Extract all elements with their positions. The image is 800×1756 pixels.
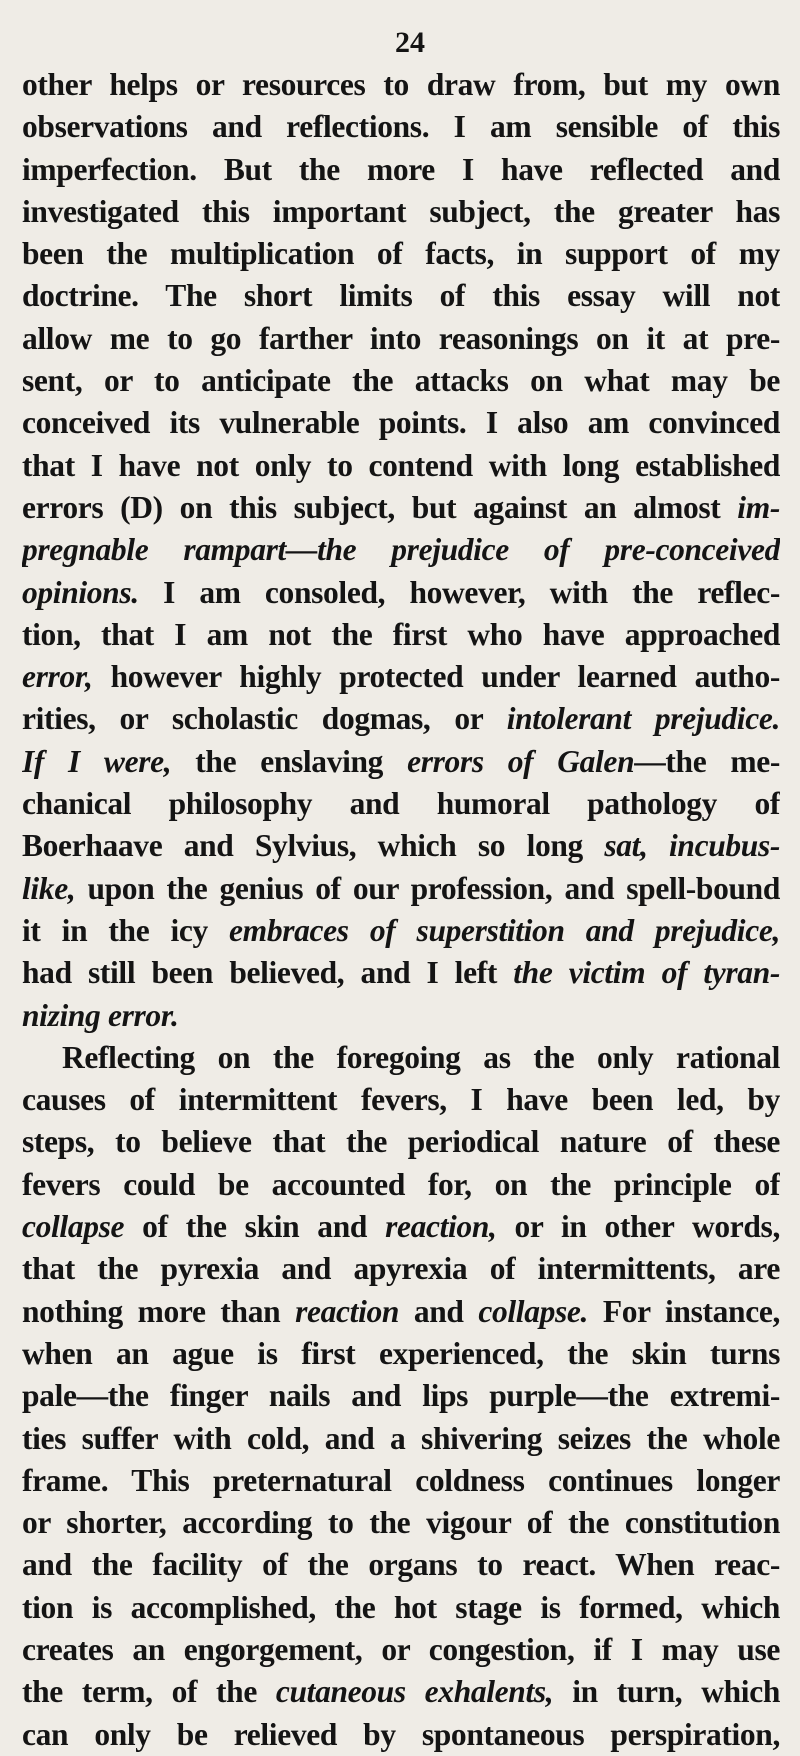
text-segment: tion is accomplished, the hot stage is formed, which — [22, 1589, 780, 1625]
text-segment: Boerhaave and Sylvius, which so long — [22, 828, 605, 864]
text-line — [22, 741, 780, 783]
text-line — [22, 1671, 780, 1713]
text-segment: and — [399, 1293, 479, 1329]
text-line — [22, 572, 780, 614]
text-line — [22, 656, 780, 698]
text-segment: and the facility of the organs to react. When reac- — [22, 1547, 780, 1583]
text-segment: doctrine. The short limits of this essay will not — [22, 278, 780, 314]
text-segment: chanical philosophy and humoral pathology of — [22, 786, 780, 822]
text-segment: creates an engorgement, or congestion, if I may use — [22, 1631, 780, 1667]
italic-text: cutaneous exhalents, — [275, 1674, 554, 1710]
text-line — [22, 529, 780, 571]
text-segment: pale—the finger nails and lips purple—the extremi- — [22, 1378, 780, 1414]
text-segment: when an ague is first experienced, the skin turns — [22, 1335, 780, 1371]
text-segment: Reflecting on the foregoing as the only rational — [62, 1039, 780, 1075]
text-line — [22, 783, 780, 825]
text-line — [22, 1587, 780, 1629]
text-line — [22, 1544, 780, 1586]
italic-text: sat, incubus- — [604, 828, 780, 864]
text-line — [22, 952, 780, 994]
text-line — [22, 1037, 780, 1079]
text-line — [22, 360, 780, 402]
text-line — [22, 825, 780, 867]
italic-text: pregnable rampart—the prejudice of pre-conceived — [22, 532, 780, 568]
text-segment: upon the genius of our profession, and spell-bound — [75, 870, 780, 906]
text-segment: had still been believed, and I left — [22, 955, 514, 991]
text-segment: frame. This preternatural coldness continues longer — [22, 1462, 780, 1498]
italic-text: nizing error. — [22, 997, 179, 1033]
text-line — [22, 1121, 780, 1163]
text-segment: —the me- — [634, 743, 780, 779]
text-line — [22, 233, 780, 275]
text-line — [22, 402, 780, 444]
italic-text: the victim of tyran- — [513, 955, 780, 991]
text-line — [22, 64, 780, 106]
italic-text: opinions. — [22, 574, 139, 610]
text-line — [22, 1502, 780, 1544]
text-line — [22, 487, 780, 529]
text-line — [22, 1164, 780, 1206]
italic-text: errors of Galen — [407, 743, 635, 779]
text-line — [22, 318, 780, 360]
italic-text: error, — [22, 659, 93, 695]
text-segment: the term, of the — [22, 1674, 276, 1710]
text-segment: other helps or resources to draw from, but my own — [22, 67, 780, 102]
text-segment: in turn, which — [553, 1674, 780, 1710]
text-line — [22, 1291, 780, 1333]
text-line — [22, 868, 780, 910]
text-segment: allow me to go farther into reasonings on it at pre- — [22, 320, 780, 356]
text-segment: rities, or scholastic dogmas, or — [22, 701, 507, 737]
text-segment: imperfection. But the more I have reflected and — [22, 151, 780, 187]
text-segment: ties suffer with cold, and a shivering seizes the whole — [22, 1420, 780, 1456]
text-segment: errors (D) on this subject, but against an almost — [22, 489, 738, 525]
text-segment: steps, to believe that the periodical nature of these — [22, 1124, 780, 1160]
italic-text: collapse. — [478, 1293, 589, 1329]
text-segment: been the multiplication of facts, in support of my — [22, 236, 780, 272]
italic-text: collapse — [22, 1209, 125, 1245]
text-segment: conceived its vulnerable points. I also am convinced — [22, 405, 780, 441]
text-segment: fevers could be accounted for, on the principle of — [22, 1166, 780, 1202]
text-line — [22, 149, 780, 191]
text-segment: or shorter, according to the vigour of the constitution — [22, 1505, 780, 1541]
page-number: 24 — [395, 26, 425, 59]
text-line — [22, 1375, 780, 1417]
italic-text: like, — [22, 870, 76, 906]
text-line — [22, 106, 780, 148]
text-segment: or in other words, — [496, 1209, 780, 1245]
text-line — [22, 191, 780, 233]
text-segment: the enslaving — [171, 743, 408, 779]
text-segment: causes of intermittent fevers, I have been led, by — [22, 1082, 780, 1118]
text-segment: I am consoled, however, with the reflec- — [138, 574, 780, 610]
text-segment: however highly protected under learned autho- — [92, 659, 780, 695]
text-line — [22, 1206, 780, 1248]
text-segment: of the skin and — [124, 1209, 386, 1245]
text-line — [22, 1418, 780, 1460]
text-line — [22, 698, 780, 740]
text-segment: observations and reflections. I am sensible of this — [22, 109, 780, 145]
text-segment: sent, or to anticipate the attacks on what may be — [22, 363, 780, 399]
italic-text: im- — [737, 489, 780, 525]
text-line — [22, 1714, 780, 1756]
text-line — [22, 1333, 780, 1375]
text-segment: nothing more than — [22, 1293, 296, 1329]
italic-text: If I were, — [22, 743, 172, 779]
text-segment: it in the icy — [22, 912, 230, 948]
text-line — [22, 614, 780, 656]
text-line — [22, 910, 780, 952]
italic-text: embraces of superstition and prejudice, — [229, 912, 780, 948]
text-line — [22, 1079, 780, 1121]
italic-text: reaction — [295, 1293, 400, 1329]
text-segment: that the pyrexia and apyrexia of intermittents, are — [22, 1251, 780, 1287]
text-body — [22, 64, 780, 1756]
text-line — [22, 275, 780, 317]
text-segment: that I have not only to contend with long established — [22, 447, 780, 483]
text-segment: tion, that I am not the first who have approached — [22, 616, 780, 652]
text-segment: can only be relieved by spontaneous perspiration, — [22, 1716, 780, 1752]
text-line — [22, 1460, 780, 1502]
italic-text: intolerant prejudice. — [506, 701, 780, 737]
italic-text: reaction, — [385, 1209, 497, 1245]
text-line — [22, 1248, 780, 1290]
text-line — [22, 445, 780, 487]
text-line — [22, 995, 780, 1037]
text-segment: For instance, — [588, 1293, 780, 1329]
text-segment: investigated this important subject, the greater has — [22, 193, 780, 229]
text-line — [22, 1629, 780, 1671]
